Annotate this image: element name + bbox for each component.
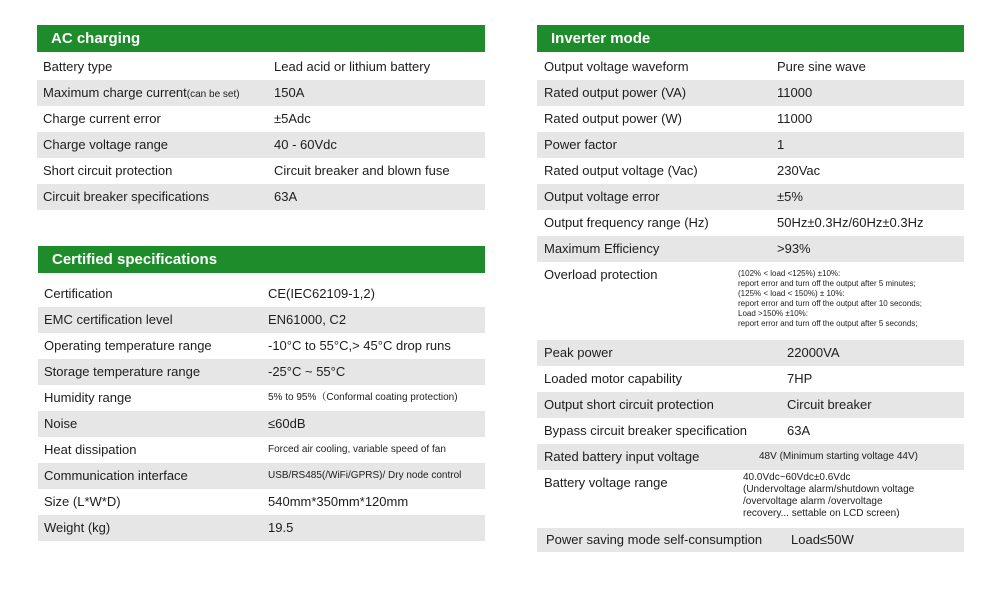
table-row: [38, 281, 485, 307]
inverter-mode-header: Inverter mode: [537, 25, 964, 52]
table-row: [537, 132, 964, 158]
row-value: 11000: [777, 85, 813, 100]
row-label: Peak power: [544, 345, 613, 360]
table-row: [37, 158, 485, 184]
table-row: [37, 106, 485, 132]
row-value: USB/RS485(/WiFi/GPRS)/ Dry node control: [268, 470, 462, 481]
table-row: [537, 106, 964, 132]
value-line: Load >150% ±10%:: [738, 309, 808, 318]
row-label: Bypass circuit breaker specification: [544, 423, 748, 438]
row-label: Charge current error: [43, 111, 161, 126]
row-label: Battery type: [43, 59, 113, 74]
row-label: Rated output power (VA): [544, 85, 687, 100]
row-value: 40 - 60Vdc: [274, 137, 337, 152]
row-label: Charge voltage range: [43, 137, 169, 152]
row-label: Output frequency range (Hz): [544, 215, 709, 230]
row-label: Heat dissipation: [44, 442, 137, 457]
table-row: [537, 528, 964, 552]
value-line: 40.0Vdc~60Vdc±0.6Vdc: [743, 472, 851, 483]
table-row: [38, 333, 485, 359]
value-line: recovery... settable on LCD screen): [743, 508, 900, 519]
row-value: -25°C ~ 55°C: [268, 364, 346, 379]
row-value: [738, 269, 963, 329]
row-label: Maximum Efficiency: [544, 241, 660, 256]
row-label: Power saving mode self-consumption: [546, 532, 763, 547]
row-label: Rated output power (W): [544, 111, 683, 126]
row-value: 63A: [787, 423, 811, 438]
value-line: report error and turn off the output after 5 seconds;: [738, 319, 918, 328]
row-label: Communication interface: [44, 468, 188, 483]
row-label: Output short circuit protection: [544, 397, 714, 412]
row-label: Loaded motor capability: [544, 371, 683, 386]
certified-specifications-header: Certified specifications: [38, 246, 485, 273]
certified-specifications-table: [38, 246, 485, 541]
inverter-mode-table: [537, 25, 964, 552]
row-label-note: (can be set): [186, 89, 240, 100]
row-value: 150A: [274, 85, 305, 100]
row-label: Short circuit protection: [43, 163, 173, 178]
table-row: [38, 437, 485, 463]
row-label: EMC certification level: [44, 312, 173, 327]
row-value: 230Vac: [777, 163, 821, 178]
row-value: 63A: [274, 189, 298, 204]
row-value: -10°C to 55°C,> 45°C drop runs: [268, 338, 451, 353]
row-value: 5% to 95%（Conformal coating protection): [268, 392, 458, 403]
table-row: [38, 385, 485, 411]
row-value: 1: [777, 137, 785, 152]
table-row: [38, 489, 485, 515]
table-row: [537, 236, 964, 262]
row-value: 50Hz±0.3Hz/60Hz±0.3Hz: [777, 215, 924, 230]
table-row: [537, 418, 964, 444]
row-label: Power factor: [544, 137, 617, 152]
row-label: Overload protection: [544, 267, 658, 282]
row-value: 11000: [777, 111, 813, 126]
table-row: [38, 515, 485, 541]
row-value: ±5%: [777, 189, 803, 204]
row-label: Rated output voltage (Vac): [544, 163, 698, 178]
value-line: (Undervoltage alarm/shutdown voltage: [743, 484, 915, 495]
row-value: CE(IEC62109-1,2): [268, 286, 375, 301]
row-label: Storage temperature range: [44, 364, 201, 379]
row-value: Lead acid or lithium battery: [274, 59, 431, 74]
table-row: [537, 340, 964, 366]
row-value: Circuit breaker and blown fuse: [274, 163, 450, 178]
table-row: [537, 210, 964, 236]
row-label: Humidity range: [44, 390, 132, 405]
row-value: >93%: [777, 241, 811, 256]
table-row: [37, 54, 485, 80]
table-row: [537, 470, 964, 528]
row-label: Certification: [44, 286, 113, 301]
table-row: [537, 262, 964, 340]
row-label: Output voltage error: [544, 189, 660, 204]
value-line: report error and turn off the output after 10 seconds;: [738, 299, 922, 308]
table-row: [37, 80, 485, 106]
table-row: [537, 158, 964, 184]
value-line: /overvoltage alarm /overvoltage: [743, 496, 883, 507]
row-value: 19.5: [268, 520, 294, 535]
row-value: Pure sine wave: [777, 59, 866, 74]
table-row: [38, 411, 485, 437]
row-value: EN61000, C2: [268, 312, 347, 327]
row-value: ±5Adc: [274, 111, 311, 126]
table-row: [537, 184, 964, 210]
table-row: [537, 444, 964, 470]
row-value: 22000VA: [787, 345, 840, 360]
table-row: [537, 366, 964, 392]
ac-charging-header: AC charging: [37, 25, 485, 52]
table-row: [537, 80, 964, 106]
value-line: (102% < load <125%) ±10%:: [738, 269, 841, 278]
row-value: Forced air cooling, variable speed of fan: [268, 444, 446, 455]
row-value: ≤60dB: [268, 416, 306, 431]
row-label: Weight (kg): [44, 520, 111, 535]
ac-charging-table: [37, 25, 485, 210]
table-row: [38, 359, 485, 385]
table-row: [38, 307, 485, 333]
row-label: Noise: [44, 416, 78, 431]
row-value: [743, 472, 963, 520]
table-row: [537, 54, 964, 80]
row-label: Circuit breaker specifications: [43, 189, 210, 204]
table-row: [37, 184, 485, 210]
row-value: 48V (Minimum starting voltage 44V): [759, 451, 918, 462]
row-label: Maximum charge current(can be set): [43, 85, 240, 100]
table-row: [37, 132, 485, 158]
row-label: Battery voltage range: [544, 475, 668, 490]
row-label: Operating temperature range: [44, 338, 212, 353]
row-value: 540mm*350mm*120mm: [268, 494, 409, 509]
row-label: Output voltage waveform: [544, 59, 689, 74]
row-value: 7HP: [787, 371, 813, 386]
table-row: [537, 392, 964, 418]
value-line: report error and turn off the output after 5 minutes;: [738, 279, 916, 288]
row-label: Rated battery input voltage: [544, 449, 700, 464]
row-value: Circuit breaker: [787, 397, 872, 412]
row-label: Size (L*W*D): [44, 494, 121, 509]
row-value: Load≤50W: [791, 532, 854, 547]
table-row: [38, 463, 485, 489]
value-line: (125% < load < 150%) ± 10%:: [738, 289, 845, 298]
